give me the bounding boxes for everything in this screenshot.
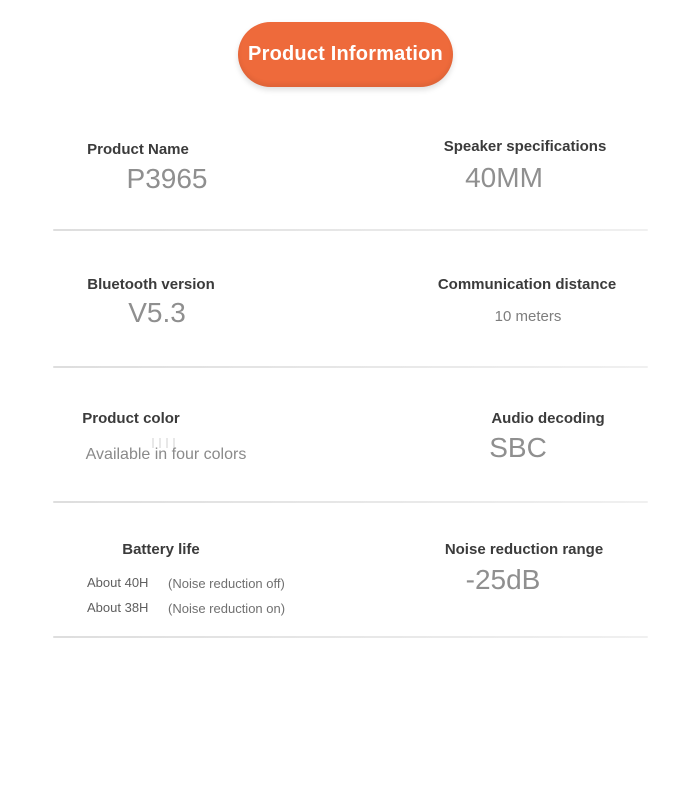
product-information-button[interactable]: Product Information — [238, 22, 453, 87]
audio-decoding-value: SBC — [489, 432, 547, 463]
divider — [53, 636, 648, 638]
bluetooth-version-label: Bluetooth version — [87, 276, 215, 293]
communication-distance-label: Communication distance — [437, 276, 617, 293]
product-name-value: P3965 — [126, 163, 208, 194]
divider — [53, 366, 648, 368]
divider — [53, 501, 648, 503]
product-color-label: Product color — [82, 410, 180, 427]
divider — [53, 229, 648, 231]
battery-life-note-on: (Noise reduction on) — [168, 601, 286, 616]
speaker-specifications-value: 40MM — [465, 162, 543, 193]
speaker-specifications-label: Speaker specifications — [443, 138, 607, 155]
audio-decoding-label: Audio decoding — [491, 410, 605, 427]
noise-reduction-range-value: -25dB — [465, 564, 541, 595]
product-color-value: Available in four colors — [85, 446, 247, 463]
battery-life-value-off: About 40H — [87, 575, 149, 590]
battery-life-note-off: (Noise reduction off) — [168, 576, 285, 591]
product-name-label: Product Name — [87, 141, 189, 158]
communication-distance-value: 10 meters — [494, 308, 562, 325]
battery-life-label: Battery life — [122, 541, 200, 558]
bluetooth-version-value: V5.3 — [128, 297, 186, 328]
battery-life-value-on: About 38H — [87, 600, 149, 615]
noise-reduction-range-label: Noise reduction range — [444, 541, 604, 558]
